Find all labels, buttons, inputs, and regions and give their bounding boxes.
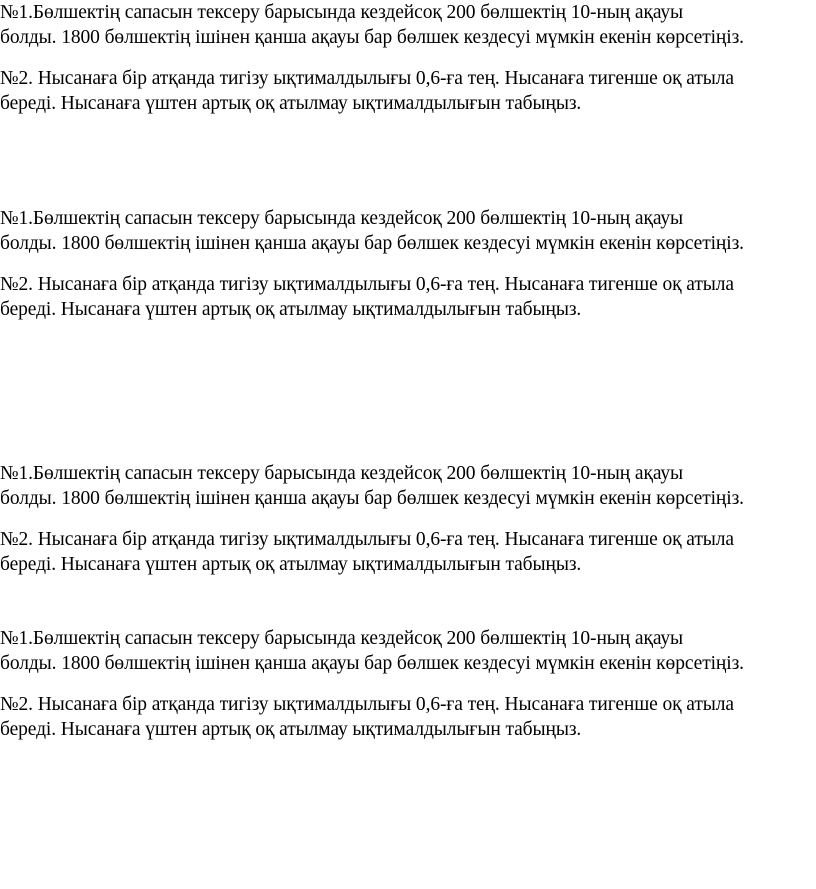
task-2-line-2: береді. Нысанаға үштен артық оқ атылмау ықтималдылығын табыңыз. — [0, 93, 582, 114]
task-2 — [0, 692, 816, 742]
task-block-1 — [0, 0, 816, 116]
task-1-line-1: №1.Бөлшектің сапасын тексеру барысында кездейсоқ 200 бөлшектің 10-ның ақауы — [0, 463, 684, 484]
task-1 — [0, 626, 816, 676]
task-1-line-1: №1.Бөлшектің сапасын тексеру барысында кездейсоқ 200 бөлшектің 10-ның ақауы — [0, 628, 684, 649]
task-2-line-1: №2. Нысанаға бір атқанда тигізу ықтималдылығы 0,6-ға тең. Нысанаға тигенше оқ атыла — [0, 274, 734, 295]
task-2-line-2: береді. Нысанаға үштен артық оқ атылмау ықтималдылығын табыңыз. — [0, 719, 582, 740]
task-2-line-1: №2. Нысанаға бір атқанда тигізу ықтималдылығы 0,6-ға тең. Нысанаға тигенше оқ атыла — [0, 68, 734, 89]
task-1-line-1: №1.Бөлшектің сапасын тексеру барысында кездейсоқ 200 бөлшектің 10-ның ақауы — [0, 2, 684, 23]
task-1-line-2: болды. 1800 бөлшектің ішінен қанша ақауы бар бөлшек кездесуі мүмкін екенін көрсетіңіз. — [0, 27, 744, 48]
task-1-line-2: болды. 1800 бөлшектің ішінен қанша ақауы бар бөлшек кездесуі мүмкін екенін көрсетіңіз. — [0, 488, 744, 509]
task-1-line-1: №1.Бөлшектің сапасын тексеру барысында кездейсоқ 200 бөлшектің 10-ның ақауы — [0, 208, 684, 229]
task-2-line-2: береді. Нысанаға үштен артық оқ атылмау ықтималдылығын табыңыз. — [0, 554, 582, 575]
task-2-line-1: №2. Нысанаға бір атқанда тигізу ықтималдылығы 0,6-ға тең. Нысанаға тигенше оқ атыла — [0, 694, 734, 715]
task-2-line-1: №2. Нысанаға бір атқанда тигізу ықтималдылығы 0,6-ға тең. Нысанаға тигенше оқ атыла — [0, 529, 734, 550]
task-2 — [0, 66, 816, 116]
task-1-line-2: болды. 1800 бөлшектің ішінен қанша ақауы бар бөлшек кездесуі мүмкін екенін көрсетіңіз. — [0, 233, 744, 254]
task-1 — [0, 461, 816, 511]
task-1-line-2: болды. 1800 бөлшектің ішінен қанша ақауы бар бөлшек кездесуі мүмкін екенін көрсетіңіз. — [0, 653, 744, 674]
task-block-4 — [0, 626, 816, 742]
task-1 — [0, 0, 816, 50]
task-2 — [0, 527, 816, 577]
task-2-line-2: береді. Нысанаға үштен артық оқ атылмау ықтималдылығын табыңыз. — [0, 299, 582, 320]
task-1 — [0, 206, 816, 256]
task-block-2 — [0, 206, 816, 322]
task-block-3 — [0, 461, 816, 577]
task-2 — [0, 272, 816, 322]
